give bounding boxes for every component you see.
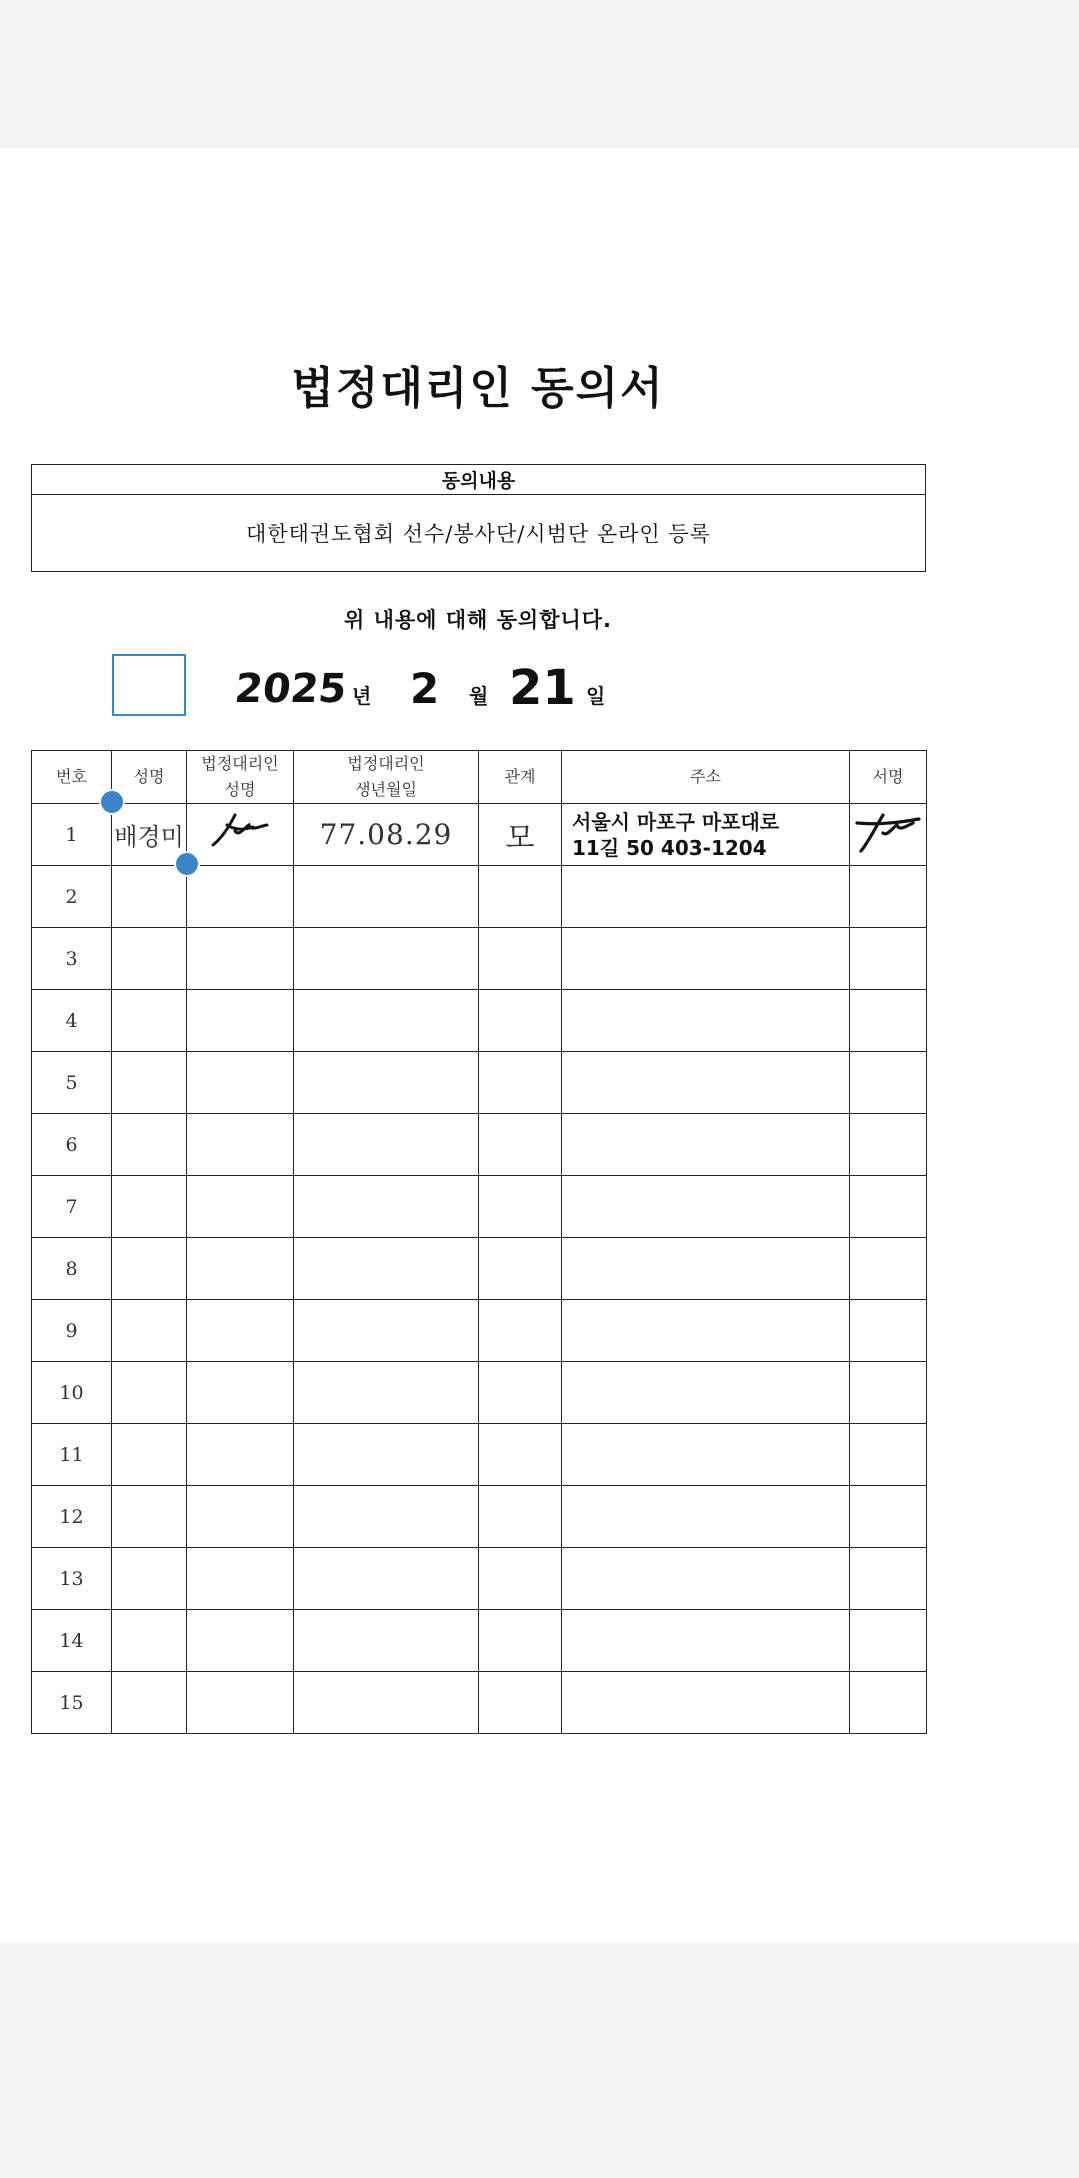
guardian-birth-cell[interactable] (294, 1362, 479, 1424)
address-cell[interactable] (562, 990, 850, 1052)
address-cell[interactable] (562, 1548, 850, 1610)
row-number: 10 (32, 1362, 112, 1424)
table-row (32, 1238, 927, 1300)
table-row (32, 1424, 927, 1486)
relation-cell[interactable] (479, 1672, 562, 1734)
guardian-birth-cell[interactable] (294, 1176, 479, 1238)
student-name-cell[interactable] (112, 928, 187, 990)
relation-cell[interactable] (479, 1176, 562, 1238)
signature-cell[interactable] (850, 804, 927, 866)
address-cell[interactable] (562, 1672, 850, 1734)
guardian-name-cell[interactable] (187, 1238, 294, 1300)
row-number: 1 (32, 804, 112, 866)
address-cell[interactable] (562, 804, 850, 866)
address-line-1: 서울시 마포구 마포대로 (572, 809, 780, 834)
student-name-cell[interactable] (112, 1052, 187, 1114)
agree-statement: 위 내용에 대해 동의합니다. (343, 608, 613, 632)
selection-handle-top-left[interactable] (99, 789, 125, 815)
row-number: 3 (32, 928, 112, 990)
guardian-birth-cell[interactable] (294, 1548, 479, 1610)
guardian-birth-cell[interactable] (294, 1610, 479, 1672)
address-line-2: 11길 50 403-1204 (572, 835, 767, 860)
table-row (32, 1300, 927, 1362)
document-title: 법정대리인 동의서 (291, 363, 665, 414)
guardian-name-cell[interactable] (187, 1052, 294, 1114)
signature-cell[interactable] (850, 1114, 927, 1176)
signature-cell[interactable] (850, 1300, 927, 1362)
address-cell[interactable] (562, 1300, 850, 1362)
signature-cell[interactable] (850, 1486, 927, 1548)
guardian-name-cell[interactable] (187, 1176, 294, 1238)
guardian-name-cell[interactable] (187, 1672, 294, 1734)
relation-cell[interactable] (479, 1486, 562, 1548)
relation-cell[interactable] (479, 1610, 562, 1672)
guardian-name-cell[interactable] (187, 1486, 294, 1548)
table-row (32, 866, 927, 928)
student-name-cell[interactable] (112, 1238, 187, 1300)
row-number: 13 (32, 1548, 112, 1610)
signing-date (232, 660, 635, 730)
guardian-birth-cell[interactable] (294, 1114, 479, 1176)
student-name-cell[interactable] (112, 1610, 187, 1672)
table-row (32, 990, 927, 1052)
signature-cell[interactable] (850, 866, 927, 928)
address-cell[interactable] (562, 928, 850, 990)
address-cell[interactable] (562, 1238, 850, 1300)
column-header-guardian-birth: 법정대리인 생년월일 (294, 751, 479, 804)
guardian-name-cell[interactable] (187, 1424, 294, 1486)
relation-cell[interactable] (479, 1052, 562, 1114)
guardian-name-cell[interactable] (187, 1548, 294, 1610)
guardian-name-cell[interactable] (187, 990, 294, 1052)
column-header-signature: 서명 (850, 751, 927, 804)
student-name-cell[interactable] (112, 1362, 187, 1424)
guardian-name-cell[interactable] (187, 928, 294, 990)
guardian-birth-cell[interactable] (294, 1424, 479, 1486)
guardian-birth-cell[interactable] (294, 990, 479, 1052)
roster-header-row (32, 751, 927, 804)
relation-cell[interactable]: 모 (479, 804, 562, 866)
row-number: 9 (32, 1300, 112, 1362)
guardian-name-cell[interactable] (187, 1114, 294, 1176)
guardian-birth-cell[interactable] (294, 1300, 479, 1362)
column-header-number: 번호 (32, 751, 112, 804)
table-row (32, 1114, 927, 1176)
guardian-roster-table (31, 750, 927, 1734)
row-number: 4 (32, 990, 112, 1052)
table-row (32, 1052, 927, 1114)
student-name-cell[interactable] (112, 1176, 187, 1238)
guardian-signature-icon (205, 807, 275, 857)
table-row (32, 1362, 927, 1424)
address-cell[interactable] (562, 1424, 850, 1486)
student-name-cell[interactable] (112, 1114, 187, 1176)
table-row (32, 928, 927, 990)
address-cell[interactable] (562, 1052, 850, 1114)
signature-cell[interactable] (850, 1052, 927, 1114)
date-month-label: 월 (469, 684, 489, 708)
guardian-name-cell[interactable] (187, 866, 294, 928)
student-name-cell[interactable] (112, 1424, 187, 1486)
signature-cell[interactable] (850, 1238, 927, 1300)
date-year[interactable]: 2025 (232, 666, 349, 712)
address-cell[interactable] (562, 1176, 850, 1238)
table-row (32, 1548, 927, 1610)
signature-icon (853, 807, 923, 857)
address-cell[interactable] (562, 1362, 850, 1424)
signature-cell[interactable] (850, 1672, 927, 1734)
table-row (32, 1486, 927, 1548)
column-header-relation: 관계 (479, 751, 562, 804)
selection-handle-bottom-right[interactable] (174, 851, 200, 877)
row-number: 12 (32, 1486, 112, 1548)
signature-cell[interactable] (850, 990, 927, 1052)
relation-cell[interactable] (479, 1548, 562, 1610)
relation-cell[interactable] (479, 866, 562, 928)
date-year-label: 년 (352, 684, 372, 708)
column-header-guardian-name: 법정대리인 성명 (187, 751, 294, 804)
student-name-cell[interactable] (112, 1548, 187, 1610)
student-name-cell[interactable] (112, 1300, 187, 1362)
signature-cell[interactable] (850, 928, 927, 990)
signature-cell[interactable] (850, 1548, 927, 1610)
signature-cell[interactable] (850, 1362, 927, 1424)
document-page (0, 148, 1079, 1943)
table-row (32, 804, 927, 866)
guardian-birth-cell[interactable]: 77.08.29 (294, 804, 479, 866)
guardian-name-cell[interactable] (187, 804, 294, 866)
relation-cell[interactable] (479, 1300, 562, 1362)
student-name-cell[interactable] (112, 1486, 187, 1548)
address-cell[interactable] (562, 866, 850, 928)
relation-cell[interactable] (479, 990, 562, 1052)
row-number: 8 (32, 1238, 112, 1300)
relation-cell[interactable] (479, 1114, 562, 1176)
signature-cell[interactable] (850, 1610, 927, 1672)
table-row (32, 1176, 927, 1238)
relation-cell[interactable] (479, 1362, 562, 1424)
guardian-name-cell[interactable] (187, 1300, 294, 1362)
table-row (32, 1672, 927, 1734)
address-cell[interactable] (562, 1486, 850, 1548)
selection-box[interactable] (112, 654, 186, 716)
consent-header: 동의내용 (32, 465, 926, 495)
row-number: 5 (32, 1052, 112, 1114)
guardian-birth-cell[interactable] (294, 928, 479, 990)
relation-cell[interactable] (479, 1238, 562, 1300)
column-header-name: 성명 (112, 751, 187, 804)
student-name-cell[interactable]: 배경미 (112, 804, 187, 866)
student-name-cell[interactable] (112, 990, 187, 1052)
guardian-name-cell[interactable] (187, 1610, 294, 1672)
guardian-birth-cell[interactable] (294, 866, 479, 928)
student-name-cell[interactable] (112, 866, 187, 928)
consent-table (31, 464, 926, 572)
row-number: 7 (32, 1176, 112, 1238)
table-row (32, 1610, 927, 1672)
guardian-birth-cell[interactable] (294, 1238, 479, 1300)
row-number: 2 (32, 866, 112, 928)
date-day-label: 일 (586, 684, 606, 708)
date-month[interactable]: 2 (410, 664, 440, 713)
row-number: 15 (32, 1672, 112, 1734)
row-number: 14 (32, 1610, 112, 1672)
guardian-birth-cell[interactable] (294, 1486, 479, 1548)
relation-cell[interactable] (479, 928, 562, 990)
address-cell[interactable] (562, 1114, 850, 1176)
signature-cell[interactable] (850, 1176, 927, 1238)
consent-body: 대한태권도협회 선수/봉사단/시범단 온라인 등록 (32, 495, 926, 572)
guardian-birth-cell[interactable] (294, 1052, 479, 1114)
date-day[interactable]: 21 (509, 660, 576, 716)
signature-cell[interactable] (850, 1424, 927, 1486)
column-header-address: 주소 (562, 751, 850, 804)
row-number: 6 (32, 1114, 112, 1176)
guardian-name-cell[interactable] (187, 1362, 294, 1424)
relation-cell[interactable] (479, 1424, 562, 1486)
row-number: 11 (32, 1424, 112, 1486)
address-cell[interactable] (562, 1610, 850, 1672)
guardian-birth-cell[interactable] (294, 1672, 479, 1734)
student-name-cell[interactable] (112, 1672, 187, 1734)
